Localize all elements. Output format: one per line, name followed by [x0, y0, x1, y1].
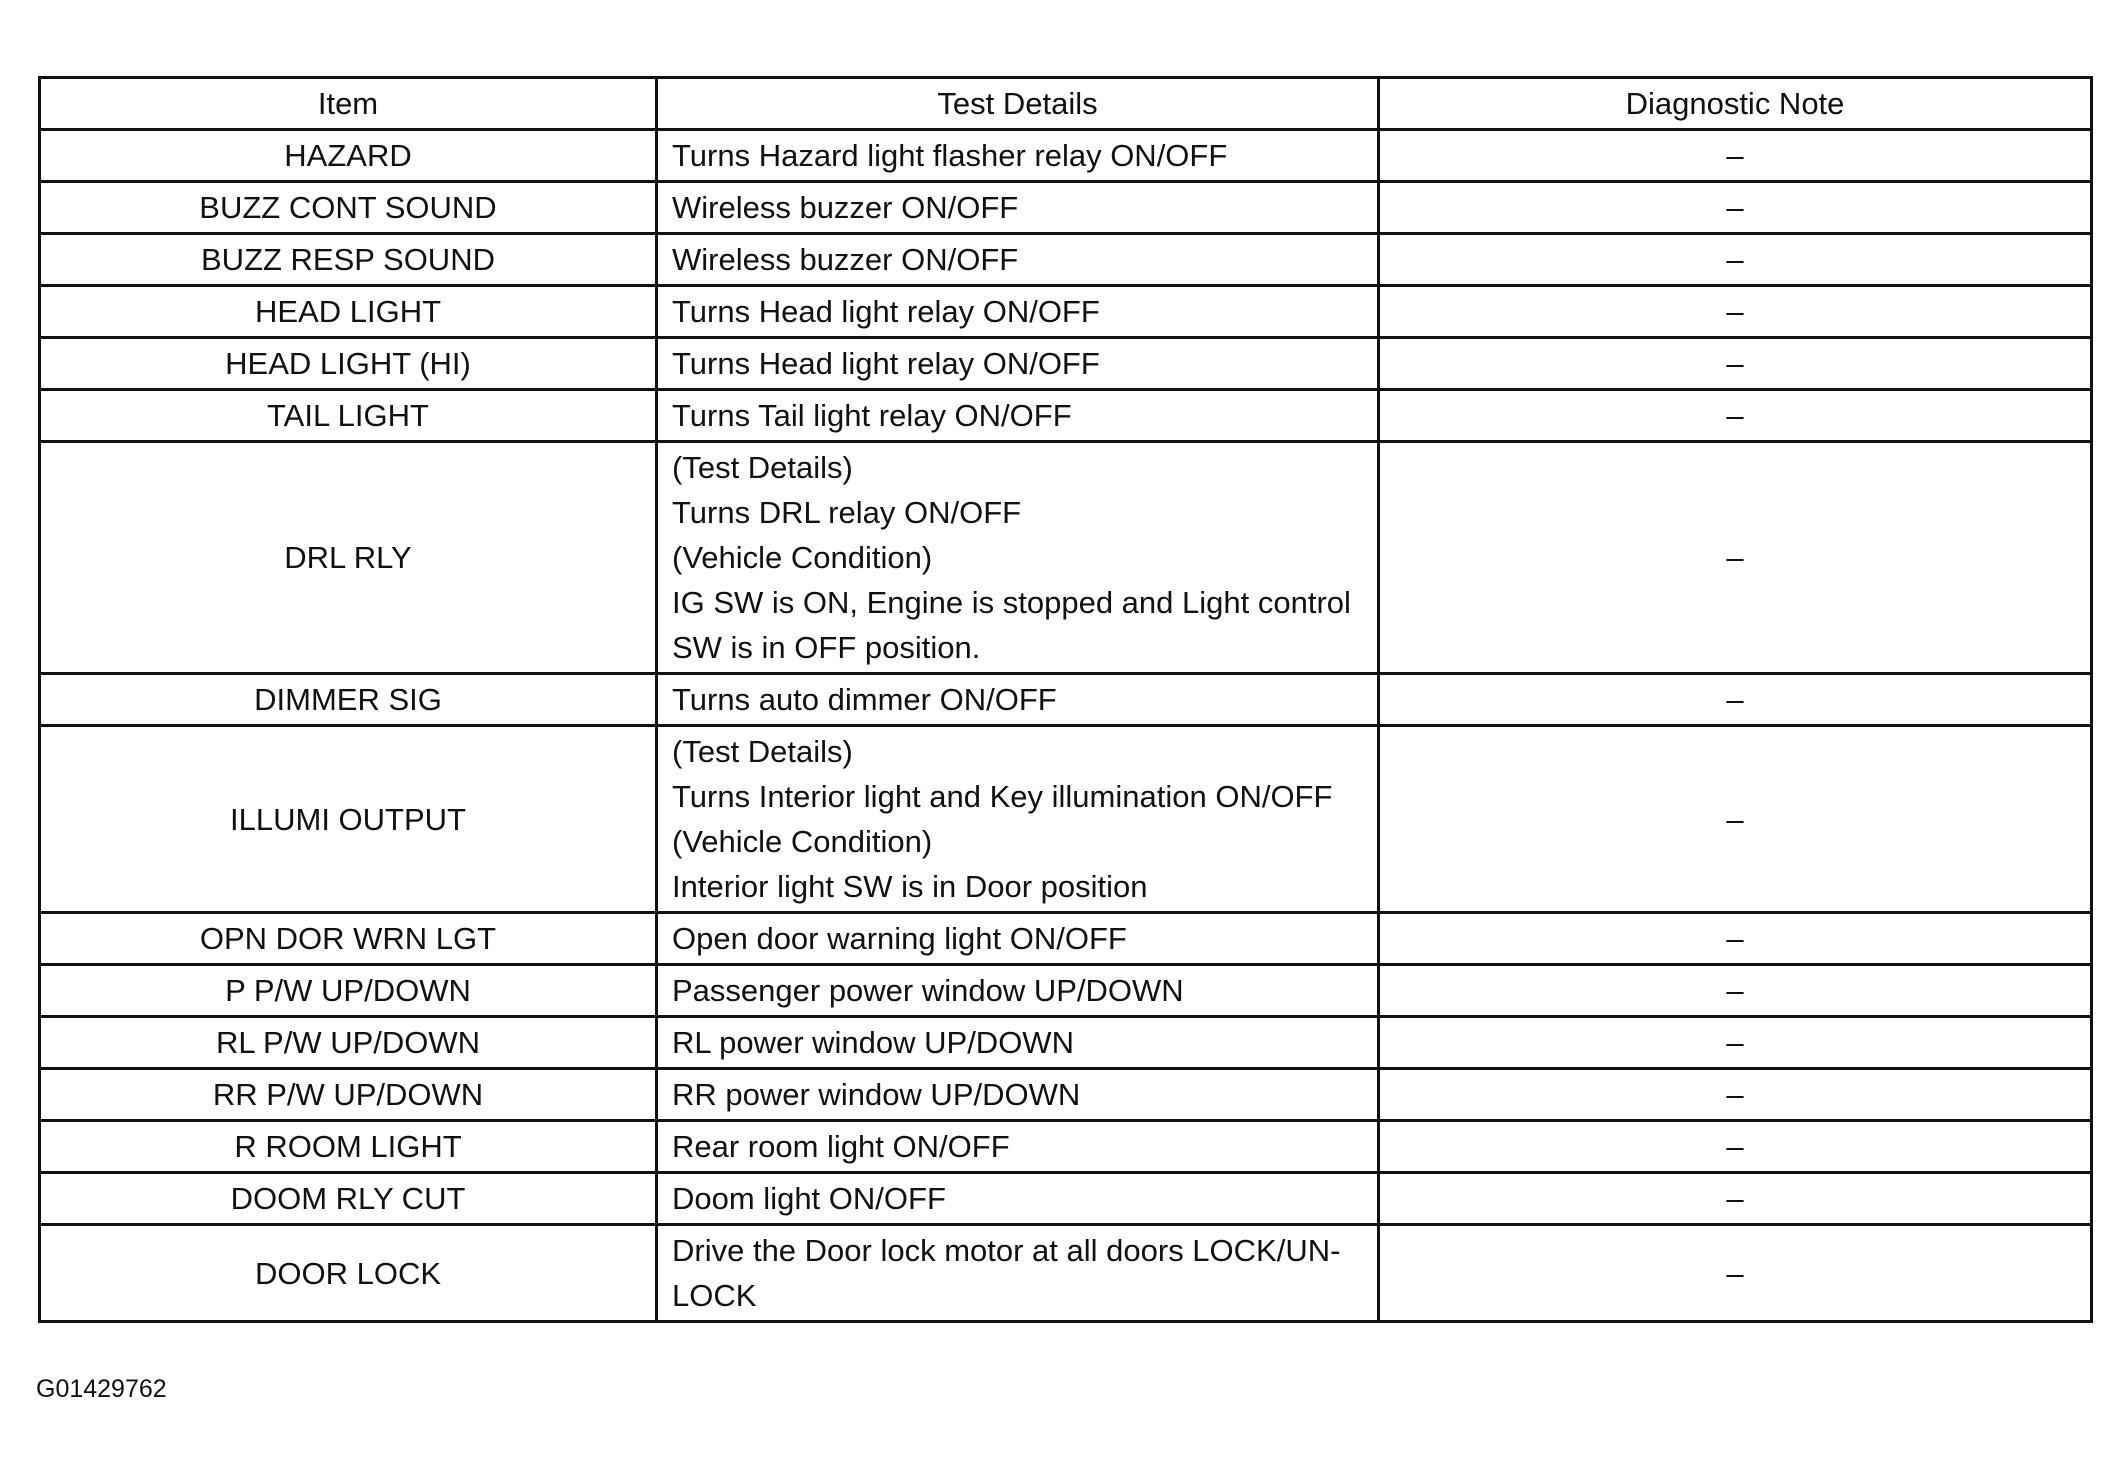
- diagnostic-note-cell: –: [1379, 286, 2092, 338]
- test-details-cell: [657, 965, 1379, 1017]
- diagnostic-note-cell: –: [1379, 390, 2092, 442]
- item-cell: ILLUMI OUTPUT: [40, 726, 657, 913]
- table-row: [40, 1069, 2092, 1121]
- test-details-cell: [657, 1173, 1379, 1225]
- diagnostic-note-cell: –: [1379, 1121, 2092, 1173]
- test-details-line: Turns auto dimmer ON/OFF: [672, 682, 1057, 717]
- test-details-line: Drive the Door lock motor at all doors LOCK/UN-: [672, 1233, 1341, 1268]
- item-cell: TAIL LIGHT: [40, 390, 657, 442]
- item-cell: OPN DOR WRN LGT: [40, 913, 657, 965]
- test-details-line: RR power window UP/DOWN: [672, 1077, 1081, 1112]
- table-row: [40, 674, 2092, 726]
- table-row: [40, 1017, 2092, 1069]
- table-row: [40, 286, 2092, 338]
- diagnostic-note-cell: –: [1379, 338, 2092, 390]
- test-details-line: Turns DRL relay ON/OFF: [672, 495, 1022, 530]
- test-details-line: (Test Details): [672, 450, 853, 485]
- test-details-line: IG SW is ON, Engine is stopped and Light control: [672, 585, 1351, 620]
- test-details-cell: [657, 390, 1379, 442]
- test-details-cell: [657, 913, 1379, 965]
- item-cell: R ROOM LIGHT: [40, 1121, 657, 1173]
- table-header-row: [40, 78, 2092, 130]
- table-body: [40, 130, 2092, 1322]
- test-details-cell: [657, 1017, 1379, 1069]
- table-row: [40, 338, 2092, 390]
- table-row: [40, 442, 2092, 674]
- test-details-line: Turns Head light relay ON/OFF: [672, 294, 1100, 329]
- test-details-line: Turns Tail light relay ON/OFF: [672, 398, 1072, 433]
- diagnostic-note-cell: –: [1379, 1173, 2092, 1225]
- table-row: [40, 965, 2092, 1017]
- item-cell: DOOM RLY CUT: [40, 1173, 657, 1225]
- test-details-cell: [657, 674, 1379, 726]
- test-details-line: Doom light ON/OFF: [672, 1181, 946, 1216]
- item-cell: RL P/W UP/DOWN: [40, 1017, 657, 1069]
- item-cell: BUZZ RESP SOUND: [40, 234, 657, 286]
- table-row: [40, 726, 2092, 913]
- test-details-cell: [657, 1069, 1379, 1121]
- item-cell: DOOR LOCK: [40, 1225, 657, 1322]
- diagnostic-note-cell: –: [1379, 234, 2092, 286]
- test-details-line: (Vehicle Condition): [672, 824, 933, 859]
- item-cell: HEAD LIGHT: [40, 286, 657, 338]
- diagnostic-note-cell: –: [1379, 1225, 2092, 1322]
- diagnostic-note-cell: –: [1379, 913, 2092, 965]
- test-details-cell: [657, 1225, 1379, 1322]
- item-cell: HEAD LIGHT (HI): [40, 338, 657, 390]
- item-cell: RR P/W UP/DOWN: [40, 1069, 657, 1121]
- test-details-cell: [657, 130, 1379, 182]
- test-details-cell: [657, 182, 1379, 234]
- diagnostic-note-cell: –: [1379, 442, 2092, 674]
- test-details-line: (Vehicle Condition): [672, 540, 933, 575]
- table-row: [40, 234, 2092, 286]
- test-details-line: Wireless buzzer ON/OFF: [672, 190, 1019, 225]
- diagnostic-note-cell: –: [1379, 726, 2092, 913]
- spec-table-container: [38, 76, 2090, 1323]
- test-details-line: Passenger power window UP/DOWN: [672, 973, 1184, 1008]
- header-test-details: Test Details: [657, 78, 1379, 130]
- item-cell: DIMMER SIG: [40, 674, 657, 726]
- test-details-cell: [657, 338, 1379, 390]
- test-details-line: Wireless buzzer ON/OFF: [672, 242, 1019, 277]
- test-details-cell: [657, 442, 1379, 674]
- diagnostic-note-cell: –: [1379, 1017, 2092, 1069]
- test-details-cell: [657, 726, 1379, 913]
- diagnostic-note-cell: –: [1379, 130, 2092, 182]
- active-test-table: [38, 76, 2093, 1323]
- test-details-line: Turns Head light relay ON/OFF: [672, 346, 1100, 381]
- table-row: [40, 913, 2092, 965]
- test-details-line: Turns Interior light and Key illumination ON/OFF: [672, 779, 1333, 814]
- test-details-line: SW is in OFF position.: [672, 630, 981, 665]
- diagnostic-note-cell: –: [1379, 674, 2092, 726]
- test-details-line: LOCK: [672, 1278, 757, 1313]
- test-details-line: Rear room light ON/OFF: [672, 1129, 1010, 1164]
- item-cell: DRL RLY: [40, 442, 657, 674]
- test-details-cell: [657, 1121, 1379, 1173]
- table-row: [40, 1225, 2092, 1322]
- header-item: Item: [40, 78, 657, 130]
- diagnostic-note-cell: –: [1379, 182, 2092, 234]
- diagnostic-note-cell: –: [1379, 1069, 2092, 1121]
- item-cell: HAZARD: [40, 130, 657, 182]
- table-row: [40, 182, 2092, 234]
- table-row: [40, 1121, 2092, 1173]
- table-row: [40, 1173, 2092, 1225]
- test-details-line: RL power window UP/DOWN: [672, 1025, 1074, 1060]
- test-details-line: Turns Hazard light flasher relay ON/OFF: [672, 138, 1228, 173]
- figure-id: G01429762: [36, 1375, 167, 1403]
- test-details-line: Interior light SW is in Door position: [672, 869, 1148, 904]
- diagnostic-note-cell: –: [1379, 965, 2092, 1017]
- test-details-cell: [657, 286, 1379, 338]
- table-row: [40, 390, 2092, 442]
- test-details-cell: [657, 234, 1379, 286]
- test-details-line: (Test Details): [672, 734, 853, 769]
- table-row: [40, 130, 2092, 182]
- item-cell: P P/W UP/DOWN: [40, 965, 657, 1017]
- item-cell: BUZZ CONT SOUND: [40, 182, 657, 234]
- header-diagnostic-note: Diagnostic Note: [1379, 78, 2092, 130]
- test-details-line: Open door warning light ON/OFF: [672, 921, 1127, 956]
